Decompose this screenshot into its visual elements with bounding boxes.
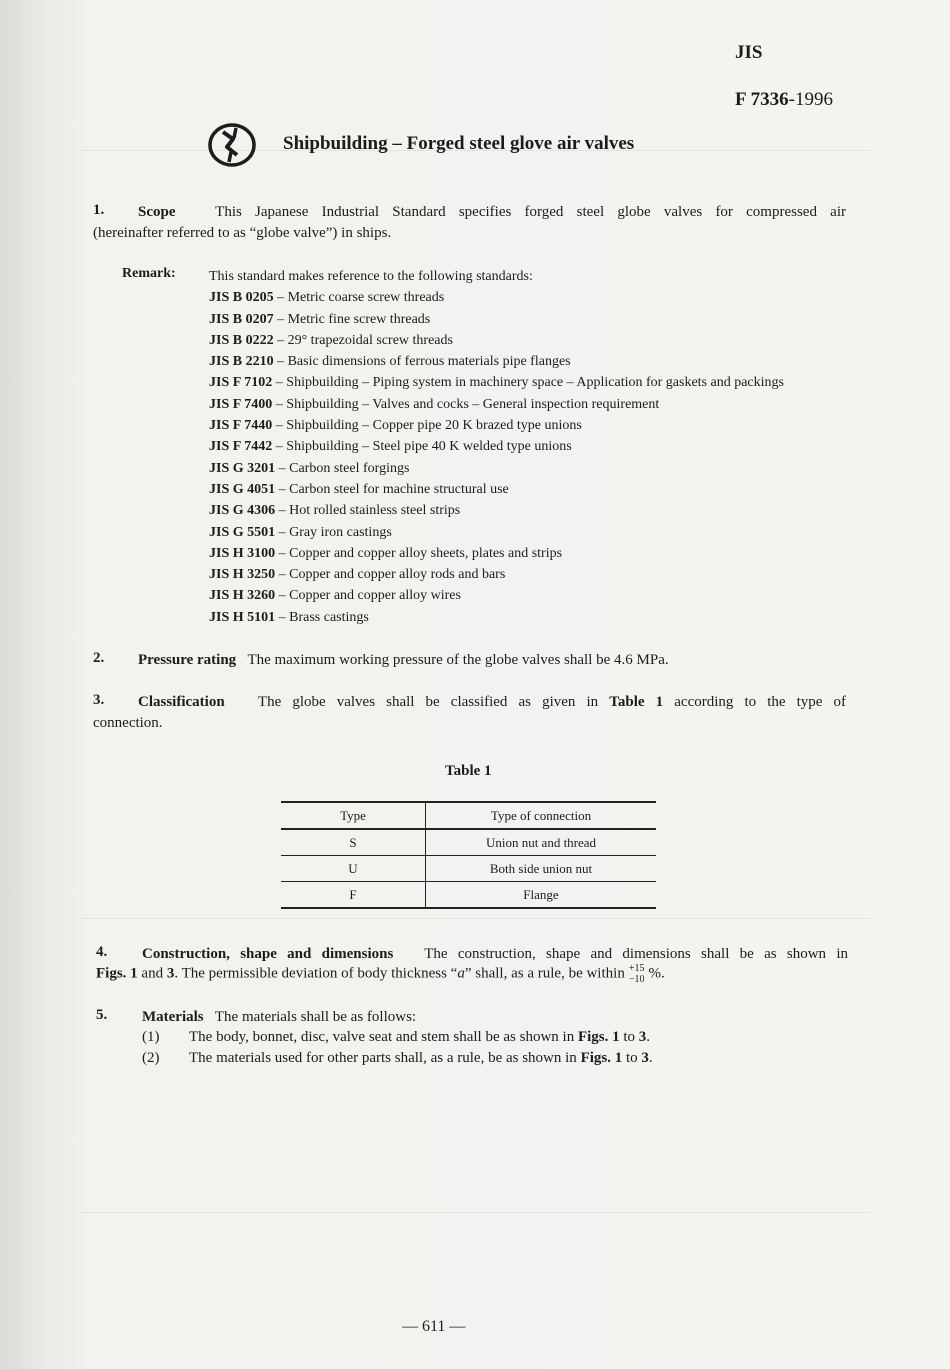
standard-reference-row xyxy=(209,458,784,479)
standard-code: JIS H 5101 xyxy=(209,609,276,625)
classification-text-end: according to the type of xyxy=(674,694,847,710)
section-number-construction: 4. xyxy=(96,944,108,960)
deviation-text-end: ” shall, as a rule, be within xyxy=(464,965,625,982)
standard-description: – Basic dimensions of ferrous materials pipe flanges xyxy=(277,354,571,370)
table-cell-connection: Union nut and thread xyxy=(485,834,597,850)
section-number-materials: 5. xyxy=(96,1007,108,1023)
percent-unit: %. xyxy=(648,965,665,982)
materials-item-number: (2) xyxy=(142,1050,160,1066)
section-number-scope: 1. xyxy=(93,202,105,218)
scope-line-2: (hereinafter referred to as “globe valve”) in ships. xyxy=(93,225,392,241)
materials-to: to xyxy=(625,1050,638,1066)
standard-code: JIS G 3201 xyxy=(209,460,276,476)
standard-description: – Shipbuilding – Valves and cocks – General inspection requirement xyxy=(275,396,660,412)
table-row xyxy=(281,856,656,882)
header-standard-code xyxy=(735,89,833,111)
standard-number: F 7336 xyxy=(735,89,789,110)
standard-code: JIS B 2210 xyxy=(209,354,274,370)
bleed-through-line xyxy=(80,1212,870,1213)
materials-item-text: The body, bonnet, disc, valve seat and stem shall be as shown in xyxy=(189,1029,575,1045)
materials-period: . xyxy=(646,1029,651,1045)
referenced-standards-list xyxy=(209,266,784,628)
standard-code: JIS G 4051 xyxy=(209,481,276,497)
classification-table xyxy=(281,801,656,909)
remark-label: Remark: xyxy=(122,266,176,281)
section-heading-pressure: Pressure rating xyxy=(138,652,237,668)
standard-code: JIS H 3250 xyxy=(209,567,276,583)
table-reference: Table 1 xyxy=(609,694,664,710)
standard-code: JIS F 7400 xyxy=(209,396,273,412)
construction-text: The construction, shape and dimensions shall be as shown in xyxy=(424,946,849,962)
standard-reference-row xyxy=(209,564,784,585)
materials-figs-ref: Figs. 1 xyxy=(577,1029,620,1045)
section-number-classification: 3. xyxy=(93,692,105,708)
standard-code: JIS H 3260 xyxy=(209,588,276,604)
standard-year: -1996 xyxy=(788,89,833,110)
materials-intro: The materials shall be as follows: xyxy=(214,1009,417,1025)
standard-description: – Copper and copper alloy rods and bars xyxy=(278,567,506,583)
standard-description: – Shipbuilding – Steel pipe 40 K welded type unions xyxy=(275,439,572,455)
header-jis: JIS xyxy=(735,42,763,63)
standard-description: – Gray iron castings xyxy=(278,524,392,540)
materials-item xyxy=(189,1050,653,1067)
construction-line-2 xyxy=(96,963,665,985)
table-cell-type: U xyxy=(281,856,426,882)
standard-reference-row xyxy=(209,479,784,500)
table-cell-connection: Flange xyxy=(523,886,559,902)
pressure-text: The maximum working pressure of the globe valves shall be 4.6 MPa. xyxy=(247,652,669,668)
table-cell-type: F xyxy=(281,882,426,909)
standard-code: JIS B 0207 xyxy=(209,311,274,327)
fig-3-reference: 3 xyxy=(166,965,175,982)
standard-reference-row xyxy=(209,287,784,308)
section-heading-scope: Scope xyxy=(138,204,176,220)
standard-reference-row xyxy=(209,585,784,606)
standard-description: – Brass castings xyxy=(278,609,369,625)
and-word: and xyxy=(141,965,164,982)
standard-code: JIS B 0222 xyxy=(209,332,274,348)
materials-fig-end: 3 xyxy=(638,1029,647,1045)
standard-reference-row xyxy=(209,522,784,543)
standard-reference-row xyxy=(209,436,784,457)
standard-description: – Copper and copper alloy sheets, plates and strips xyxy=(278,545,563,561)
tolerance-lower: −10 xyxy=(628,974,645,985)
thickness-variable: a xyxy=(457,965,465,982)
standard-code: JIS G 4306 xyxy=(209,503,276,519)
materials-item-text: The materials used for other parts shall, as a rule, be as shown in xyxy=(189,1050,577,1066)
standard-code: JIS F 7102 xyxy=(209,375,273,391)
standard-description: – Metric fine screw threads xyxy=(277,311,431,327)
standard-reference-row xyxy=(209,309,784,330)
standard-description: – Carbon steel forgings xyxy=(278,460,410,476)
standard-reference-row xyxy=(209,543,784,564)
document-title: Shipbuilding – Forged steel glove air valves xyxy=(283,133,635,154)
classification-text: The globe valves shall be classified as given in xyxy=(257,694,599,710)
standard-code: JIS G 5501 xyxy=(209,524,276,540)
table-header-row xyxy=(281,802,656,829)
section-heading-construction: Construction, shape and dimensions xyxy=(142,946,394,962)
standard-description: – Copper and copper alloy wires xyxy=(278,588,461,604)
section-number-pressure: 2. xyxy=(93,650,105,666)
table-caption: Table 1 xyxy=(445,763,492,779)
standard-reference-row xyxy=(209,394,784,415)
standard-description: – Shipbuilding – Piping system in machinery space – Application for gaskets and packings xyxy=(275,375,784,391)
classification-line-2: connection. xyxy=(93,715,163,731)
standard-reference-row xyxy=(209,351,784,372)
standard-reference-row xyxy=(209,330,784,351)
page-number: — 611 — xyxy=(402,1318,466,1335)
materials-figs-ref: Figs. 1 xyxy=(580,1050,623,1066)
tolerance-upper: +15 xyxy=(628,963,645,974)
table-cell-type: S xyxy=(281,829,426,856)
bleed-through-line xyxy=(80,918,870,919)
standard-code: JIS B 0205 xyxy=(209,290,274,306)
standard-description: – Metric coarse screw threads xyxy=(277,290,445,306)
scope-text: This Japanese Industrial Standard specifies forged steel globe valves for compressed air xyxy=(215,204,847,220)
scope-line-1 xyxy=(138,202,846,223)
standard-description: – Carbon steel for machine structural use xyxy=(278,481,509,497)
table-row xyxy=(281,829,656,856)
standard-code: JIS H 3100 xyxy=(209,545,276,561)
standard-reference-row xyxy=(209,415,784,436)
standard-reference-row xyxy=(209,372,784,393)
standard-code: JIS F 7440 xyxy=(209,418,273,434)
standard-description: – Hot rolled stainless steel strips xyxy=(278,503,461,519)
section-heading-materials: Materials xyxy=(142,1009,204,1025)
materials-period: . xyxy=(648,1050,653,1066)
standard-description: – Shipbuilding – Copper pipe 20 K brazed type unions xyxy=(275,418,582,434)
materials-item-number: (1) xyxy=(142,1029,160,1045)
standard-reference-row xyxy=(209,607,784,628)
construction-line-1 xyxy=(142,944,848,965)
standard-code: JIS F 7442 xyxy=(209,439,273,455)
jis-mark-icon xyxy=(206,120,258,168)
pressure-paragraph xyxy=(138,650,669,671)
table-cell-connection: Both side union nut xyxy=(489,860,593,876)
table-row xyxy=(281,882,656,909)
figs-reference: Figs. xyxy=(96,965,127,982)
materials-fig-end: 3 xyxy=(641,1050,649,1066)
section-heading-classification: Classification xyxy=(138,694,225,710)
table-header-connection: Type of connection xyxy=(490,807,592,823)
standard-reference-row xyxy=(209,500,784,521)
classification-line-1 xyxy=(138,692,846,713)
fig-1-reference: 1 xyxy=(130,965,138,982)
tolerance-values xyxy=(629,963,645,985)
materials-paragraph xyxy=(142,1007,416,1028)
deviation-text: . The permissible deviation of body thickness “ xyxy=(174,965,458,982)
standard-description: – 29° trapezoidal screw threads xyxy=(277,332,453,348)
remark-intro: This standard makes reference to the following standards: xyxy=(209,269,533,284)
materials-to: to xyxy=(623,1029,636,1045)
table-header-type: Type xyxy=(281,802,426,829)
materials-item xyxy=(189,1029,650,1046)
